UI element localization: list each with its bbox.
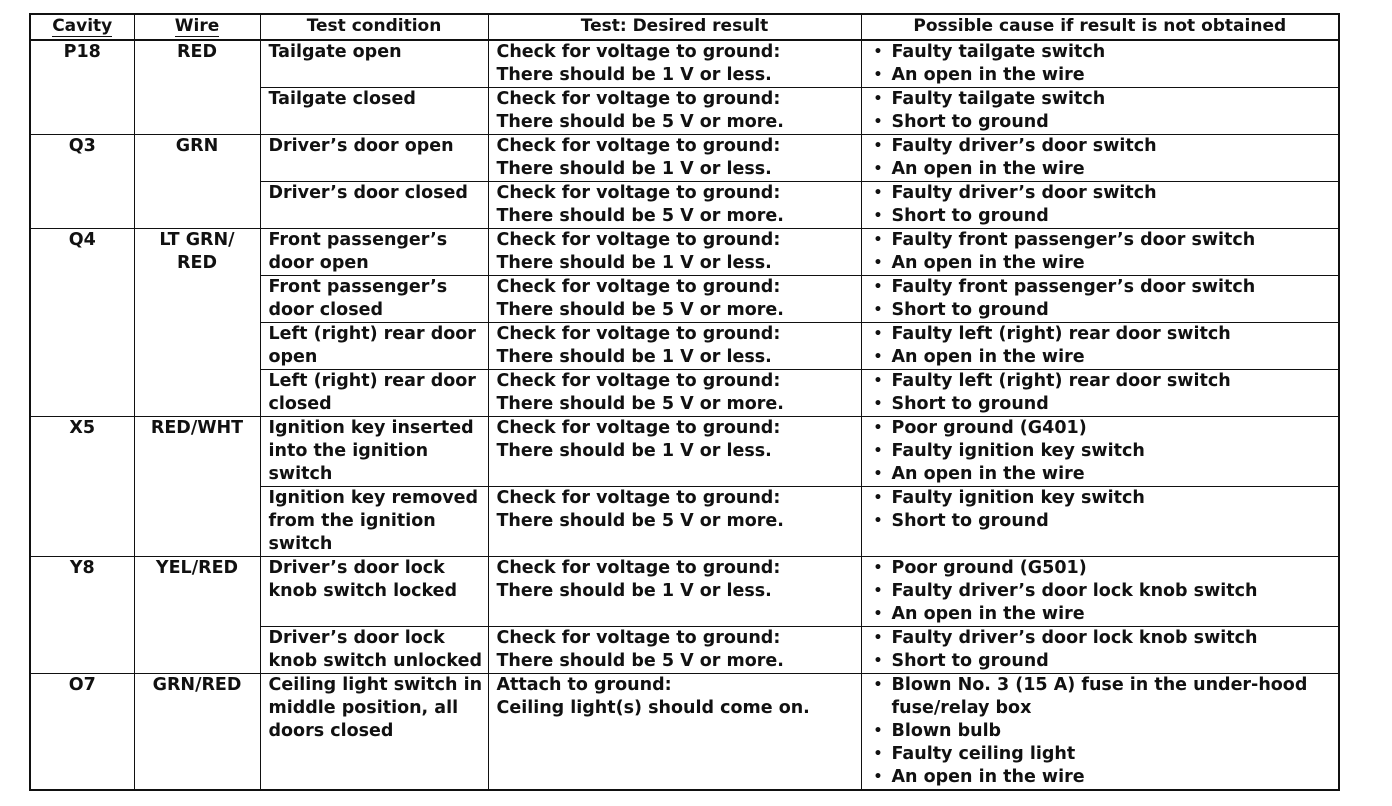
header-cavity: Cavity [30,14,134,40]
condition-line: knob switch locked [268,581,458,601]
test-condition-cell [260,627,488,674]
cause-item: • An open in the wire [870,158,1331,181]
wire-cell [134,40,260,135]
possible-cause-cell [861,370,1339,417]
condition-line: closed [268,394,332,414]
cause-list [870,182,1331,228]
wire-line: YEL/RED [155,558,239,578]
cause-item: • Short to ground [870,510,1331,533]
cause-item: • An open in the wire [870,463,1331,486]
wire-line: RED/WHT [150,418,244,438]
desired-result-cell [488,674,861,791]
condition-line: Left (right) rear door [268,324,476,344]
test-condition-cell [260,370,488,417]
condition-line: Ignition key removed [268,488,479,508]
cause-item: • An open in the wire [870,64,1331,87]
result-line: Check for voltage to ground: [496,628,781,648]
cause-item: • Faulty ignition key switch [870,487,1331,510]
cause-item: • An open in the wire [870,766,1331,789]
condition-line: Driver’s door closed [268,183,468,203]
table-row [30,40,1339,88]
condition-line: door open [268,253,369,273]
cause-list [870,41,1331,87]
result-line: There should be 5 V or more. [496,651,784,671]
condition-line: switch [268,464,333,484]
desired-result-cell [488,370,861,417]
desired-result-cell [488,487,861,557]
test-condition-cell [260,229,488,276]
cause-item: • Short to ground [870,393,1331,416]
condition-line: Tailgate closed [268,89,416,109]
cause-list [870,370,1331,416]
test-condition-cell [260,40,488,88]
header-wire: Wire [134,14,260,40]
wire-line: GRN [175,136,219,156]
result-line: Check for voltage to ground: [496,558,781,578]
result-line: There should be 5 V or more. [496,112,784,132]
desired-result-cell [488,88,861,135]
cause-item: • Faulty front passenger’s door switch [870,276,1331,299]
possible-cause-cell [861,674,1339,791]
condition-line: Ignition key inserted [268,418,474,438]
wire-cell [134,229,260,417]
cavity-cell: X5 [30,417,134,557]
test-condition-cell [260,323,488,370]
desired-result-cell [488,135,861,182]
table-header [30,14,1339,40]
condition-line: into the ignition [268,441,429,461]
result-line: There should be 5 V or more. [496,206,784,226]
cause-list [870,627,1331,673]
condition-line: door closed [268,300,384,320]
possible-cause-cell [861,135,1339,182]
condition-line: open [268,347,318,367]
cause-item: • An open in the wire [870,603,1331,626]
cause-item: • An open in the wire [870,346,1331,369]
desired-result-cell [488,229,861,276]
desired-result-cell [488,40,861,88]
diagnostic-table [29,13,1340,791]
cause-item: • Faulty left (right) rear door switch [870,323,1331,346]
condition-line: from the ignition [268,511,436,531]
result-line: Check for voltage to ground: [496,42,781,62]
wire-cell [134,557,260,674]
result-line: Check for voltage to ground: [496,324,781,344]
wire-cell [134,674,260,791]
condition-line: Ceiling light switch in [268,675,483,695]
condition-line: Driver’s door lock [268,558,445,578]
wire-line: RED [177,42,217,62]
cavity-cell: Q4 [30,229,134,417]
result-line: There should be 1 V or less. [496,253,772,273]
cause-item: • Faulty tailgate switch [870,88,1331,111]
wire-cell [134,417,260,557]
result-line: There should be 1 V or less. [496,581,772,601]
cause-list [870,323,1331,369]
result-line: Ceiling light(s) should come on. [496,698,810,718]
result-line: Check for voltage to ground: [496,371,781,391]
result-line: Check for voltage to ground: [496,136,781,156]
cause-list [870,487,1331,533]
cause-item: • Faulty ceiling light [870,743,1331,766]
result-line: Check for voltage to ground: [496,183,781,203]
cause-item: • Poor ground (G501) [870,557,1331,580]
result-line: There should be 1 V or less. [496,441,772,461]
table-body [30,40,1339,790]
header-desired-result: Test: Desired result [488,14,861,40]
desired-result-cell [488,627,861,674]
header-possible-cause: Possible cause if result is not obtained [861,14,1339,40]
test-condition-cell [260,88,488,135]
condition-line: Driver’s door open [268,136,454,156]
condition-line: Front passenger’s [268,277,448,297]
wire-line: RED [177,253,217,273]
cavity-cell: O7 [30,674,134,791]
cause-item: • Blown No. 3 (15 A) fuse in the under-hood fuse/relay box [870,674,1331,720]
test-condition-cell [260,557,488,627]
cause-item: • Faulty ignition key switch [870,440,1331,463]
cause-item: • Short to ground [870,650,1331,673]
cause-list [870,135,1331,181]
cause-list [870,417,1331,486]
cavity-cell: Q3 [30,135,134,229]
condition-line: doors closed [268,721,394,741]
cause-item: • Faulty driver’s door lock knob switch [870,580,1331,603]
test-condition-cell [260,417,488,487]
condition-line: switch [268,534,333,554]
cause-item: • Faulty driver’s door switch [870,182,1331,205]
desired-result-cell [488,557,861,627]
possible-cause-cell [861,229,1339,276]
cause-item: • Faulty tailgate switch [870,41,1331,64]
result-line: Check for voltage to ground: [496,277,781,297]
test-condition-cell [260,182,488,229]
possible-cause-cell [861,88,1339,135]
result-line: There should be 1 V or less. [496,347,772,367]
cause-item: • Poor ground (G401) [870,417,1331,440]
cavity-cell: Y8 [30,557,134,674]
result-line: There should be 1 V or less. [496,159,772,179]
desired-result-cell [488,182,861,229]
cause-item: • Faulty left (right) rear door switch [870,370,1331,393]
condition-line: Tailgate open [268,42,402,62]
table-row [30,674,1339,791]
cause-list [870,229,1331,275]
cause-item: • Short to ground [870,205,1331,228]
cause-item: • Faulty front passenger’s door switch [870,229,1331,252]
wire-cell [134,135,260,229]
cause-item: • Faulty driver’s door lock knob switch [870,627,1331,650]
desired-result-cell [488,323,861,370]
possible-cause-cell [861,557,1339,627]
possible-cause-cell [861,487,1339,557]
cause-item: • An open in the wire [870,252,1331,275]
cause-list [870,88,1331,134]
possible-cause-cell [861,276,1339,323]
cause-list [870,557,1331,626]
possible-cause-cell [861,182,1339,229]
possible-cause-cell [861,417,1339,487]
header-test-condition: Test condition [260,14,488,40]
table-row [30,417,1339,487]
cause-item: • Faulty driver’s door switch [870,135,1331,158]
result-line: Check for voltage to ground: [496,418,781,438]
possible-cause-cell [861,40,1339,88]
table-row [30,229,1339,276]
result-line: Attach to ground: [496,675,672,695]
possible-cause-cell [861,323,1339,370]
test-condition-cell [260,674,488,791]
test-condition-cell [260,276,488,323]
result-line: There should be 5 V or more. [496,394,784,414]
result-line: Check for voltage to ground: [496,230,781,250]
result-line: There should be 5 V or more. [496,300,784,320]
condition-line: Driver’s door lock [268,628,445,648]
table-row [30,135,1339,182]
possible-cause-cell [861,627,1339,674]
cause-list [870,674,1331,789]
result-line: Check for voltage to ground: [496,488,781,508]
wire-line: LT GRN/ [159,230,235,250]
result-line: There should be 5 V or more. [496,511,784,531]
cause-list [870,276,1331,322]
wire-line: GRN/RED [152,675,242,695]
test-condition-cell [260,487,488,557]
test-condition-cell [260,135,488,182]
condition-line: knob switch unlocked [268,651,482,671]
cavity-cell: P18 [30,40,134,135]
cause-item: • Short to ground [870,111,1331,134]
cause-item: • Short to ground [870,299,1331,322]
condition-line: Front passenger’s [268,230,448,250]
desired-result-cell [488,417,861,487]
condition-line: middle position, all [268,698,459,718]
cause-item: • Blown bulb [870,720,1331,743]
condition-line: Left (right) rear door [268,371,476,391]
desired-result-cell [488,276,861,323]
result-line: There should be 1 V or less. [496,65,772,85]
table-row [30,557,1339,627]
result-line: Check for voltage to ground: [496,89,781,109]
